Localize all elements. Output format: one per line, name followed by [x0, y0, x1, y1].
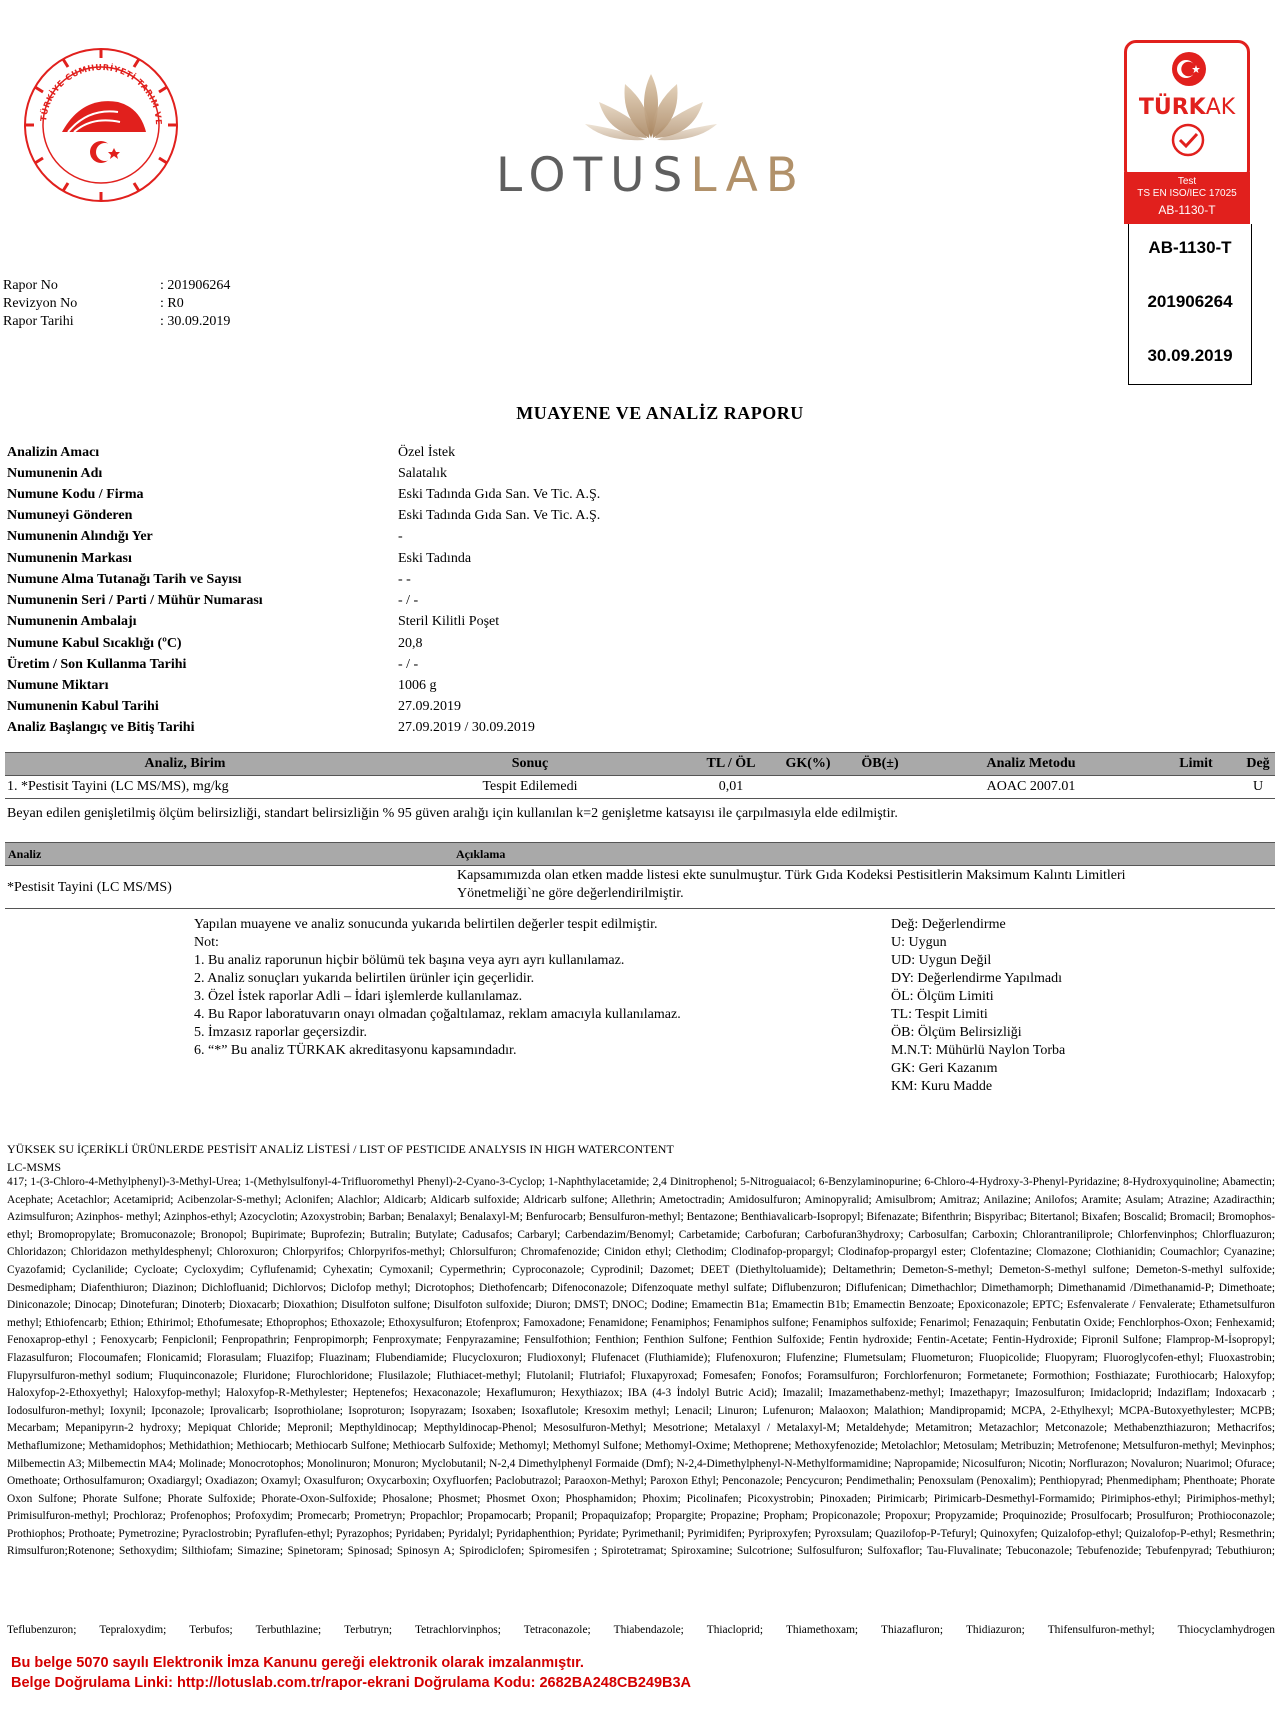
legend-item: DY: Değerlendirme Yapılmadı — [891, 971, 1062, 986]
ministry-seal-logo — [22, 46, 180, 204]
explanation-text-line2: Yönetmeliği`ne göre değerlendirilmiştir. — [457, 886, 684, 901]
turkak-wordmark — [1127, 95, 1247, 120]
turkak-standard: TS EN ISO/IEC 17025 — [1137, 188, 1237, 199]
column-header: Analiz Metodu — [911, 753, 1151, 776]
note-line: Not: — [194, 935, 219, 950]
legend-item: U: Uygun — [891, 935, 947, 950]
analysis-results-table — [5, 752, 1275, 799]
sample-info-label: Üretim / Son Kullanma Tarihi — [7, 657, 187, 672]
sample-info-label: Numune Alma Tutanağı Tarih ve Sayısı — [7, 572, 242, 587]
e-signature-note: Bu belge 5070 sayılı Elektronik İmza Kanunu gereği elektronik olarak imzalanmıştır. — [11, 1655, 584, 1671]
explanation-header-description: Açıklama — [456, 847, 506, 861]
sample-info-label: Numunenin Adı — [7, 466, 103, 481]
table-cell: U — [1241, 776, 1275, 799]
sample-info-label: Numunenin Markası — [7, 551, 132, 566]
sample-info-value: - — [398, 529, 403, 544]
sample-info-value: Eski Tadında Gıda San. Ve Tic. A.Ş. — [398, 487, 601, 502]
legend-item: TL: Tespit Limiti — [891, 1007, 988, 1022]
legend-item: M.N.T: Mühürlü Naylon Torba — [891, 1043, 1066, 1058]
legend-item: Değ: Değerlendirme — [891, 917, 1006, 932]
column-header: Değ — [1241, 753, 1275, 776]
table-cell — [767, 776, 849, 799]
table-cell: 1. *Pestisit Tayini (LC MS/MS), mg/kg — [5, 776, 365, 799]
sample-info-value: 20,8 — [398, 636, 423, 651]
lotuslab-logo — [466, 72, 836, 202]
checkmark-seal-icon — [1171, 123, 1205, 157]
explanation-table-header — [5, 842, 1275, 866]
pesticide-list-last-line: Teflubenzuron; Tepraloxydim; Terbufos; Terbuthlazine; Terbutryn; Tetrachlorvinphos; Tetraconazole; Thiabendazole; Thiacloprid; Thiamethoxam; Thiazafluron; Thidiazuron; Thifensulfuron-methyl; Thiocyclamhydrogen — [7, 1624, 1275, 1636]
note-line: Yapılan muayene ve analiz sonucunda yukarıda belirtilen değerler tespit edilmiştir. — [194, 917, 658, 932]
sample-info-label: Numune Kabul Sıcaklığı (ºC) — [7, 636, 182, 651]
pesticide-list-method: LC-MSMS — [7, 1160, 62, 1174]
note-line: 1. Bu analiz raporunun hiçbir bölümü tek başına veya ayrı ayrı kullanılamaz. — [194, 953, 625, 968]
explanation-table-row — [5, 866, 1275, 909]
report-date-label: Rapor Tarihi — [3, 314, 74, 329]
verification-link[interactable]: Belge Doğrulama Linki: http://lotuslab.com.tr/rapor-ekrani Doğrulama Kodu: 2682BA248CB249B3A — [11, 1675, 692, 1691]
table-cell: Tespit Edilemedi — [365, 776, 695, 799]
turkish-flag-icon — [1171, 51, 1207, 87]
table-cell: 0,01 — [695, 776, 767, 799]
column-header: Limit — [1151, 753, 1241, 776]
sample-info-label: Numune Kodu / Firma — [7, 487, 144, 502]
pesticide-list-title: YÜKSEK SU İÇERİKLİ ÜRÜNLERDE PESTİSİT ANALİZ LİSTESİ / LIST OF PESTICIDE ANALYSIS IN HIGH WATERCONTENT — [7, 1142, 674, 1156]
revision-value: : R0 — [160, 296, 184, 311]
turkak-logo — [1124, 40, 1250, 224]
pesticide-list-body: 417; 1-(3-Chloro-4-Methylphenyl)-3-Methyl-Urea; 1-(Methylsulfonyl-4-Trifluoromethyl Phenyl)-2-Cyano-3-Cyclop; 1-Naphthylacetamide; 2,4 Dinitrophenol; 5-Nitroguaiacol; 6-Benzylaminopurine; 6-Chloro-4-Hydroxy-3-Phenyl-Pyridazine; 8-Hydroxyquinoline; Abamectin; Acephate; Acetachlor; Acetamiprid; Acibenzolar-S-methyl; Aclonifen; Alachlor; Aldicarb; Aldicarb sulfoxide; Aldricarb sulfone; Allethrin; Ametoctradin; Amidosulfuron; Aminopyralid; Amisulbrom; Amitraz; Anilazine; Anilofos; Aramite; Asulam; Atrazine; Azadiracthin; Azimsulfuron; Azinphos- methyl; Azinphos-ethyl; Azocyclotin; Azoxystrobin; Barban; Benalaxyl; Benalaxyl-M; Benfurocarb; Bensulfuron-methyl; Bentazone; Benthiavalicarb-Isopropyl; Bifenazate; Bifenthrin; Bispyribac; Bitertanol; Bixafen; Boscalid; Bromacil; Bromophos-ethyl; Bromopropylate; Bromuconazole; Bronopol; Bupirimate; Buprofezin; Butralin; Butylate; Cadusafos; Carbaryl; Carbendazim/Benomyl; Carbetamide; Carbofuran; Carbofuran3hydroxy; Carbosulfan; Carboxin; Chlorantraniliprole; Chlorfenvinphos; Chlorfluazuron; Chloridazon; Chloridazon methyldesphenyl; Chloroxuron; Chlorpyrifos; Chlorpyrifos-methyl; Chlorsulfuron; Chromafenozide; Cinidon ethyl; Clethodim; Clodinafop-propargyl; Clodinafop-propargyl ester; Clofentazine; Clomazone; Clothianidin; Coumachlor; Cyanazine; Cyazofamid; Cyclanilide; Cycloate; Cycloxydim; Cyflufenamid; Cyhexatin; Cymoxanil; Cypermethrin; Cyproconazole; Cyprodinil; Dazomet; DEET (Diethyltoluamide); Deltamethrin; Demeton-S-methyl; Demeton-S-methyl sulfone; Demeton-S-methyl sulfoxide; Desmedipham; Diafenthiuron; Diazinon; Dichlofluanid; Dichlorvos; Diclofop methyl; Dicrotophos; Diethofencarb; Difenoconazole; Difenzoquate methyl sulfate; Diflubenzuron; Diflufenican; Dimethachlor; Dimethamorph; Dimethanamid /Dimethanamid-P; Dimethoate; Diniconazole; Dinocap; Dinotefuran; Dinoterb; Dioxacarb; Dioxathion; Disulfoton sulfone; Disulfoton sulfoxide; Diuron; DMST; DNOC; Dodine; Emamectin B1a; Emamectin B1b; Emamectin Benzoate; Epoxiconazole; EPTC; Esfenvalerate / Fenvalerate; Ethametsulfuron methyl; Ethiofencarb; Ethion; Ethirimol; Ethofumesate; Ethoprophos; Ethoxazole; Ethoxysulfuron; Etofenprox; Famoxadone; Fenamidone; Fenamiphos; Fenamiphos sulfone; Fenamiphos sulfoxide; Fenarimol; Fenazaquin; Fenbutatin Oxide; Fenchlorphos-Oxon; Fenhexamid; Fenoxaprop-ethyl ; Fenoxycarb; Fenpiclonil; Fenpropathrin; Fenpropimorph; Fenproxymate; Fenpyrazamine; Fensulfothion; Fenthion; Fenthion Sulfone; Fenthion Sulfoxide; Fentin hydroxide; Fentin-Acetate; Fentin-Hydroxide; Fipronil Sulfone; Flamprop-M-İsopropyl; Flazasulfuron; Flocoumafen; Flonicamid; Florasulam; Fluazifop; Fluazinam; Flubendiamide; Flucycloxuron; Fludioxonyl; Flufenacet (Fluthiamide); Flufenoxuron; Flufenzine; Flumetsulam; Fluometuron; Fluopicolide; Fluopyram; Fluoroglycofen-ethyl; Fluoxastrobin; Flupyrsulfuron-methyl sodium; Fluquinconazole; Fluridone; Flurochloridone; Flusilazole; Fluthiacet-methyl; Flutolanil; Flutriafol; Fluxapyroxad; Fomesafen; Fonofos; Foramsulfuron; Forchlorfenuron; Formetanete; Formothion; Fosthiazate; Furothiocarb; Haloxyfop; Haloxyfop-2-Ethoxyethyl; Haloxyfop-methyl; Haloxyfop-R-Methylester; Heptenefos; Hexaconazole; Hexaflumuron; Hexythiazox; IBA (4-3 İndolyl Butric Acid); Imazalil; Imazamethabenz-methyl; Imazethapyr; Imazosulfuron; Imidacloprid; Indaziflam; Indoxacarb ; Iodosulfuron-methyl; Ioxynil; Ipconazole; Iprovalicarb; Isoprothiolane; Isoproturon; Isopyrazam; Isoxaben; Isoxaflutole; Kresoxim methyl; Lenacil; Linuron; Lufenuron; Malaoxon; Malathion; Mandipropamid; MCPA, 2-Ethylhexyl; MCPA-Butoxyethylester; MCPB; Mecarbam; Mepanipyrın-2 hydroxy; Mepiquat Chloride; Mepronil; Mepthyldinocap; Mepthyldinocap-Phenol; Mesosulfuron-Methyl; Mesotrione; Metalaxyl / Metalaxyl-M; Metaldehyde; Metamitron; Metazachlor; Metconazole; Methabenzthiazuron; Methacrifos; Methaflumizone; Methamidophos; Methidathion; Methiocarb; Methiocarb Sulfone; Methiocarb Sulfoxide; Methomyl; Methomyl Sulfone; Methomyl-Oxime; Methoprene; Methoxyfenozide; Metolachlor; Metosulam; Metribuzin; Metrofenone; Metsulfuron-methyl; Mevinphos; Milbemectin A3; Milbemectin MA4; Molinade; Monocrotophos; Monolinuron; Monuron; Myclobutanil; N-2,4 Dimethylphenyl Formaide (Dmf); N-2,4-Dimethylphenyl-N-Methylformamidine; Napropamide; Nicosulfuron; Nicotin; Norflurazon; Novaluron; Nuarimol; Ofurace; Omethoate; Orthosulfamuron; Oxadiargyl; Oxadiazon; Oxamyl; Oxasulfuron; Oxycarboxin; Oxyfluorfen; Paclobutrazol; Paraoxon-Methyl; Paroxon Ethyl; Penconazole; Pencycuron; Pendimethalin; Penoxsulam (Penoxalim); Penthiopyrad; Phenmedipham; Phenthoate; Phorate Oxon Sulfone; Phorate Sulfone; Phorate Sulfoxide; Phorate-Oxon-Sulfoxide; Phosalone; Phosmet; Phosmet Oxon; Phosphamidon; Phoxim; Picolinafen; Picoxystrobin; Pinoxaden; Pirimicarb; Pirimicarb-Desmethyl-Formamido; Pirimiphos-ethyl; Pirimiphos-methyl; Primisulfuron-methyl; Prochloraz; Profenophos; Profoxydim; Promecarb; Prometryn; Propachlor; Propamocarb; Propanil; Propaquizafop; Propargite; Propazine; Propham; Propiconazole; Propoxur; Propyzamide; Proquinozide; Prosulfocarb; Prosulfuron; Prothioconazole; Prothiophos; Prothoate; Pymetrozine; Pyraclostrobin; Pyraflufen-ethyl; Pyrazophos; Pyridaben; Pyridalyl; Pyridaphenthion; Pyridate; Pyrimethanil; Pyrimidifen; Pyriproxyfen; Pyroxsulam; Quazilofop-P-Tefuryl; Quinoxyfen; Quizalofop-ethyl; Quizalofop-P-ethyl; Resmethrin; Rimsulfuron;Rotenone; Sethoxydim; Silthiofam; Simazine; Spinetoram; Spinosad; Spinosyn A; Spirodiclofen; Spiromesifen ; Spirotetramat; Spiroxamine; Sulcotrione; Sulfosulfuron; Sulfoxaflor; Tau-Fluvalinate; Tebuconazole; Tebufenozide; Tebufenpyrad; Tebuthiuron; — [7, 1176, 1275, 1558]
sample-info-label: Numunenin Seri / Parti / Mühür Numarası — [7, 593, 263, 608]
ministry-seal-text: TÜRKİYE CUMHURİYETİ TARIM VE — [38, 61, 165, 126]
accred-number: AB-1130-T — [1148, 238, 1232, 257]
turkak-accred-no: AB-1130-T — [1158, 203, 1216, 217]
sample-info-value: Steril Kilitli Poşet — [398, 614, 500, 629]
sample-info-value: Özel İstek — [398, 445, 456, 460]
turkak-test-label: Test — [1177, 176, 1197, 187]
report-date-value: : 30.09.2019 — [160, 314, 231, 329]
sample-info-value: Eski Tadında Gıda San. Ve Tic. A.Ş. — [398, 508, 601, 523]
turkak-name-main: TÜRK — [1138, 95, 1206, 120]
legend-item: KM: Kuru Madde — [891, 1079, 993, 1094]
explanation-text-line1: Kapsamımızda olan etken madde listesi ekte sunulmuştur. Türk Gıda Kodeksi Pestisitlerin Maksimum Kalıntı Limitleri — [457, 868, 1126, 883]
sample-info-value: 27.09.2019 — [398, 699, 461, 714]
report-no-label: Rapor No — [3, 278, 58, 293]
sample-info-label: Numunenin Kabul Tarihi — [7, 699, 159, 714]
lotuslab-wordmark — [466, 148, 836, 203]
table-cell — [849, 776, 911, 799]
revision-label: Revizyon No — [3, 296, 78, 311]
legend-item: ÖL: Ölçüm Limiti — [891, 989, 994, 1004]
sample-info-label: Analiz Başlangıç ve Bitiş Tarihi — [7, 720, 195, 735]
sample-info-label: Numune Miktarı — [7, 678, 109, 693]
note-line: 6. “*” Bu analiz TÜRKAK akreditasyonu kapsamındadır. — [194, 1043, 517, 1058]
sample-info-value: 27.09.2019 / 30.09.2019 — [398, 720, 535, 735]
column-header: GK(%) — [767, 753, 849, 776]
lotus-text-accent: LAB — [690, 148, 807, 203]
explanation-header-analysis: Analiz — [8, 847, 42, 861]
turkak-name-accent: AK — [1205, 95, 1236, 120]
sample-info-value: Salatalık — [398, 466, 447, 481]
note-line: 3. Özel İstek raporlar Adli – İdari işlemlerde kullanılamaz. — [194, 989, 523, 1004]
turkak-accreditation-label — [1124, 172, 1250, 224]
note-line: 5. İmzasız raporlar geçersizdir. — [194, 1025, 367, 1040]
column-header: TL / ÖL — [695, 753, 767, 776]
column-header: Analiz, Birim — [5, 753, 365, 776]
legend-item: UD: Uygun Değil — [891, 953, 992, 968]
table-cell — [1151, 776, 1241, 799]
lotus-text-main: LOTUS — [495, 148, 691, 203]
table-row — [5, 776, 1275, 799]
column-header: ÖB(±) — [849, 753, 911, 776]
table-header-row — [5, 753, 1275, 776]
page-title: MUAYENE VE ANALİZ RAPORU — [516, 403, 804, 423]
accred-date: 30.09.2019 — [1147, 346, 1233, 365]
note-line: 4. Bu Rapor laboratuvarın onayı olmadan çoğaltılamaz, reklam amacıyla kullanılamaz. — [194, 1007, 681, 1022]
accreditation-info-box — [1128, 224, 1252, 385]
sample-info-label: Numunenin Alındığı Yer — [7, 529, 153, 544]
accred-report-number: 201906264 — [1147, 292, 1233, 311]
sample-info-value: 1006 g — [398, 678, 437, 693]
explanation-analysis: *Pestisit Tayini (LC MS/MS) — [7, 880, 172, 895]
sample-info-label: Numunenin Ambalajı — [7, 614, 137, 629]
sample-info-value: Eski Tadında — [398, 551, 472, 566]
sample-info-value: - / - — [398, 593, 419, 608]
legend-item: ÖB: Ölçüm Belirsizliği — [891, 1025, 1022, 1040]
table-cell: AOAC 2007.01 — [911, 776, 1151, 799]
sample-info-value: - - — [398, 572, 411, 587]
legend-item: GK: Geri Kazanım — [891, 1061, 998, 1076]
uncertainty-note: Beyan edilen genişletilmiş ölçüm belirsizliği, standart belirsizliğin % 95 güven aralığı için kullanılan k=2 genişletme katsayısı ile çarpılmasıyla elde edilmiştir. — [7, 806, 898, 821]
report-no-value: : 201906264 — [160, 278, 231, 293]
sample-info-label: Numuneyi Gönderen — [7, 508, 133, 523]
note-line: 2. Analiz sonuçları yukarıda belirtilen ürünler için geçerlidir. — [194, 971, 535, 986]
sample-info-value: - / - — [398, 657, 419, 672]
sample-info-label: Analizin Amacı — [7, 445, 100, 460]
lotus-flower-icon — [585, 72, 717, 142]
column-header: Sonuç — [365, 753, 695, 776]
